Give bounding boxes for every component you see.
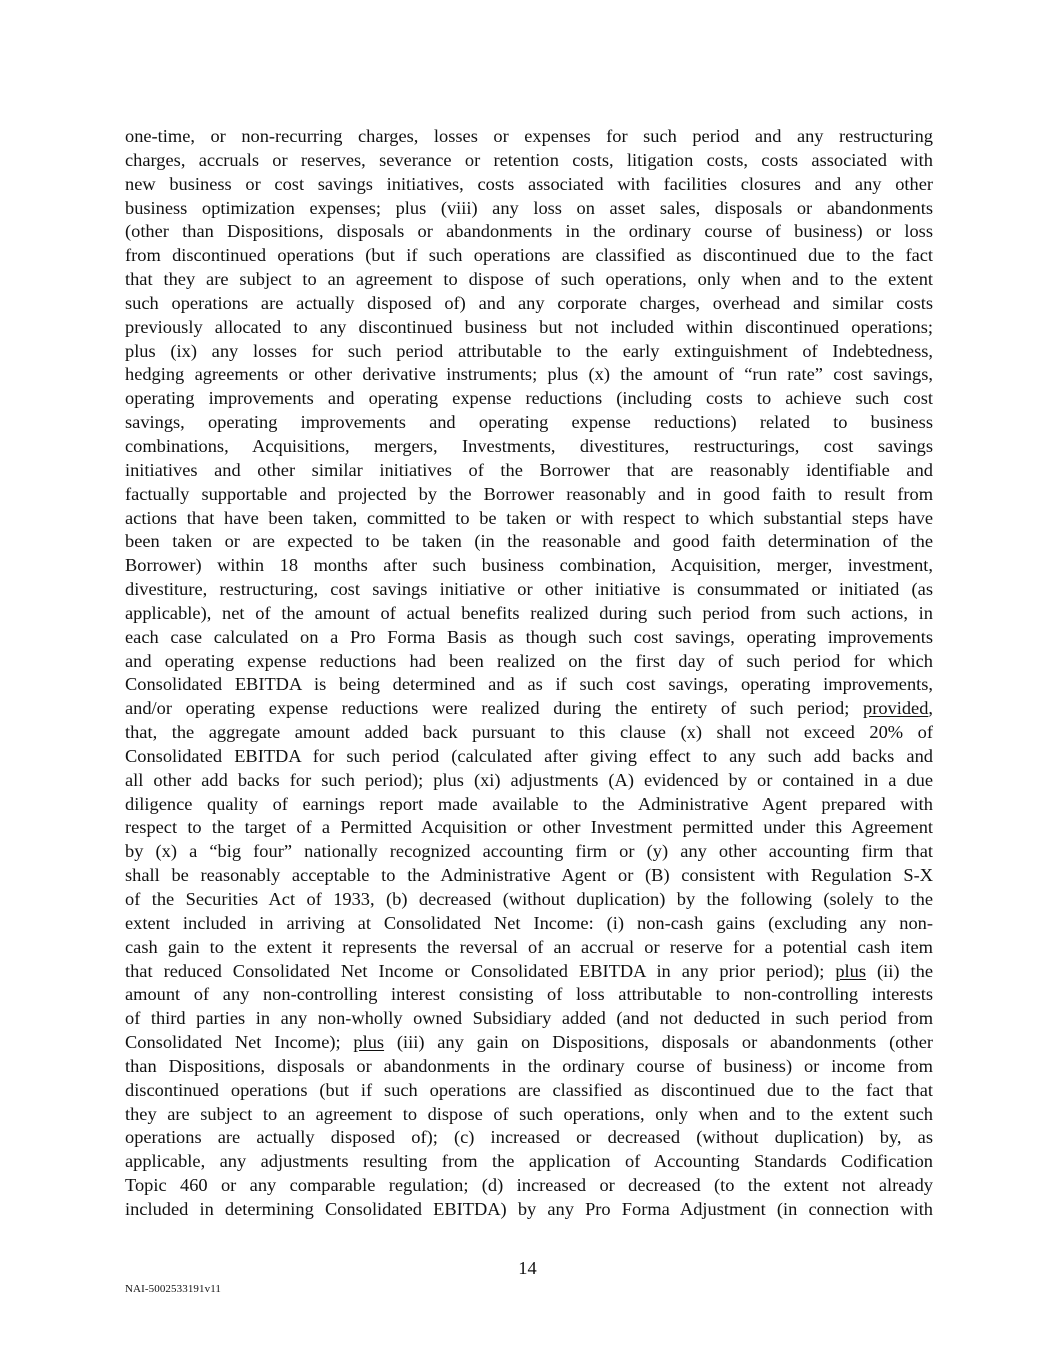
text-line — [125, 626, 933, 650]
text-line — [125, 173, 933, 197]
text-segment: previously allocated to any discontinued business but not included within discontinued operations; — [125, 316, 933, 337]
text-segment: savings, operating improvements and operating expense reductions) related to business — [125, 412, 933, 433]
text-line — [125, 411, 933, 435]
text-line — [125, 816, 933, 840]
text-line — [125, 960, 933, 984]
text-segment: and operating expense reductions had been realized on the first day of such period for which — [125, 650, 933, 671]
text-segment: that they are subject to an agreement to dispose of such operations, only when and to the extent — [125, 269, 933, 290]
text-segment: than Dispositions, disposals or abandonments in the ordinary course of business) or income from — [125, 1055, 933, 1076]
text-line — [125, 316, 933, 340]
text-segment: respect to the target of a Permitted Acquisition or other Investment permitted under this Agreement — [125, 817, 933, 838]
text-line — [125, 149, 933, 173]
text-segment: that, the aggregate amount added back pursuant to this clause (x) shall not exceed 20% of — [125, 722, 933, 743]
text-segment: included in determining Consolidated EBITDA) by any Pro Forma Adjustment (in connection with — [125, 1198, 933, 1219]
text-line — [125, 459, 933, 483]
text-segment: Consolidated Net Income); — [125, 1032, 354, 1053]
page-number: 14 — [518, 1258, 537, 1278]
text-segment: business optimization expenses; plus (viii) any loss on asset sales, disposals or abandonments — [125, 197, 933, 218]
text-line — [125, 340, 933, 364]
text-segment: plus (ix) any losses for such period attributable to the early extinguishment of Indebtedness, — [125, 340, 933, 361]
text-segment: amount of any non-controlling interest consisting of loss attributable to non-controlling interests — [125, 984, 933, 1005]
text-segment: one-time, or non-recurring charges, losses or expenses for such period and any restructuring — [125, 126, 933, 146]
text-line — [125, 673, 933, 697]
text-segment: that reduced Consolidated Net Income or Consolidated EBITDA in any prior period); — [125, 960, 836, 981]
text-line — [125, 530, 933, 554]
text-line — [125, 864, 933, 888]
text-segment: extent included in arriving at Consolidated Net Income: (i) non-cash gains (excluding any non- — [125, 912, 933, 933]
text-segment: been taken or are expected to be taken (in the reasonable and good faith determination of the — [125, 531, 933, 552]
text-segment: operations are actually disposed of); (c) increased or decreased (without duplication) by, as — [125, 1127, 933, 1148]
text-line — [125, 292, 933, 316]
text-segment: Borrower) within 18 months after such business combination, Acquisition, merger, investment, — [125, 555, 933, 576]
text-line — [125, 1055, 933, 1079]
text-line — [125, 1150, 933, 1174]
text-segment: actions that have been taken, committed to be taken or with respect to which substantial steps have — [125, 507, 933, 528]
text-line — [125, 244, 933, 268]
text-line — [125, 1103, 933, 1127]
text-line — [125, 912, 933, 936]
text-line — [125, 840, 933, 864]
text-segment: applicable, any adjustments resulting from the application of Accounting Standards Codification — [125, 1151, 933, 1172]
text-segment: of the Securities Act of 1933, (b) decreased (without duplication) by the following (solely to the — [125, 889, 933, 909]
underlined-term: plus — [353, 1032, 385, 1053]
text-line — [125, 1031, 933, 1055]
underlined-term: plus — [835, 960, 867, 981]
text-line — [125, 1198, 933, 1222]
underlined-term: provided — [863, 698, 929, 719]
text-segment: they are subject to an agreement to dispose of such operations, only when and to the extent such — [125, 1103, 933, 1124]
text-line — [125, 793, 933, 817]
text-segment: operating improvements and operating expense reductions (including costs to achieve such cost — [125, 388, 933, 409]
text-segment: (iii) any gain on Dispositions, disposals or abandonments (other — [384, 1032, 933, 1053]
text-line — [125, 1007, 933, 1031]
text-segment: new business or cost savings initiatives, costs associated with facilities closures and any other — [125, 173, 933, 194]
text-segment: shall be reasonably acceptable to the Administrative Agent or (B) consistent with Regulation S-X — [125, 865, 933, 886]
text-line — [125, 888, 933, 912]
text-line — [125, 435, 933, 459]
text-line — [125, 745, 933, 769]
text-line — [125, 769, 933, 793]
text-line — [125, 387, 933, 411]
text-segment: charges, accruals or reserves, severance or retention costs, litigation costs, costs associated with — [125, 149, 933, 170]
text-line — [125, 697, 933, 721]
text-line — [125, 1174, 933, 1198]
text-segment: applicable), net of the amount of actual benefits realized during such period from such actions, in — [125, 602, 933, 623]
text-segment: from discontinued operations (but if such operations are classified as discontinued due to the fact — [125, 245, 933, 266]
text-line — [125, 268, 933, 292]
text-line — [125, 483, 933, 507]
text-segment: initiatives and other similar initiatives of the Borrower that are reasonably identifiable and — [125, 459, 933, 480]
text-segment: divestiture, restructuring, cost savings initiative or other initiative is consummated or initiated (as — [125, 579, 933, 600]
text-segment: hedging agreements or other derivative instruments; plus (x) the amount of “run rate” cost savings, — [125, 364, 933, 385]
text-line — [125, 578, 933, 602]
document-id: NAI-5002533191v11 — [125, 1283, 222, 1295]
text-segment: (ii) the — [866, 960, 933, 981]
text-segment: discontinued operations (but if such operations are classified as discontinued due to the fact that — [125, 1079, 933, 1100]
text-line — [125, 1079, 933, 1103]
text-segment: such operations are actually disposed of) and any corporate charges, overhead and similar costs — [125, 292, 933, 313]
body-text — [125, 125, 933, 1222]
text-line — [125, 197, 933, 221]
text-segment: all other add backs for such period); plus (xi) adjustments (A) evidenced by or contained in a due — [125, 769, 933, 790]
text-line — [125, 507, 933, 531]
text-segment: by (x) a “big four” nationally recognized accounting firm or (y) any other accounting firm that — [125, 841, 933, 862]
text-segment: combinations, Acquisitions, mergers, Investments, divestitures, restructurings, cost savings — [125, 435, 933, 456]
text-segment: of third parties in any non-wholly owned Subsidiary added (and not deducted in such period from — [125, 1008, 933, 1029]
text-segment: Topic 460 or any comparable regulation; (d) increased or decreased (to the extent not already — [125, 1175, 933, 1196]
text-segment: Consolidated EBITDA is being determined and as if such cost savings, operating improvements, — [125, 674, 933, 695]
text-segment: diligence quality of earnings report made available to the Administrative Agent prepared with — [125, 793, 933, 814]
text-segment: Consolidated EBITDA for such period (calculated after giving effect to any such add backs and — [125, 745, 933, 766]
text-line — [125, 220, 933, 244]
text-line — [125, 363, 933, 387]
text-segment: each case calculated on a Pro Forma Basis as though such cost savings, operating improvements — [125, 626, 933, 647]
text-line — [125, 721, 933, 745]
text-line — [125, 602, 933, 626]
text-line — [125, 936, 933, 960]
text-segment: (other than Dispositions, disposals or abandonments in the ordinary course of business) or loss — [125, 221, 933, 242]
text-segment: and/or operating expense reductions were realized during the entirety of such period; — [125, 698, 864, 719]
text-line — [125, 1126, 933, 1150]
text-line — [125, 125, 933, 149]
text-segment: factually supportable and projected by the Borrower reasonably and in good faith to result from — [125, 483, 933, 504]
text-line — [125, 983, 933, 1007]
text-segment: , — [928, 698, 933, 719]
text-line — [125, 554, 933, 578]
text-segment: cash gain to the extent it represents the reversal of an accrual or reserve for a potential cash item — [125, 936, 933, 957]
text-line — [125, 650, 933, 674]
